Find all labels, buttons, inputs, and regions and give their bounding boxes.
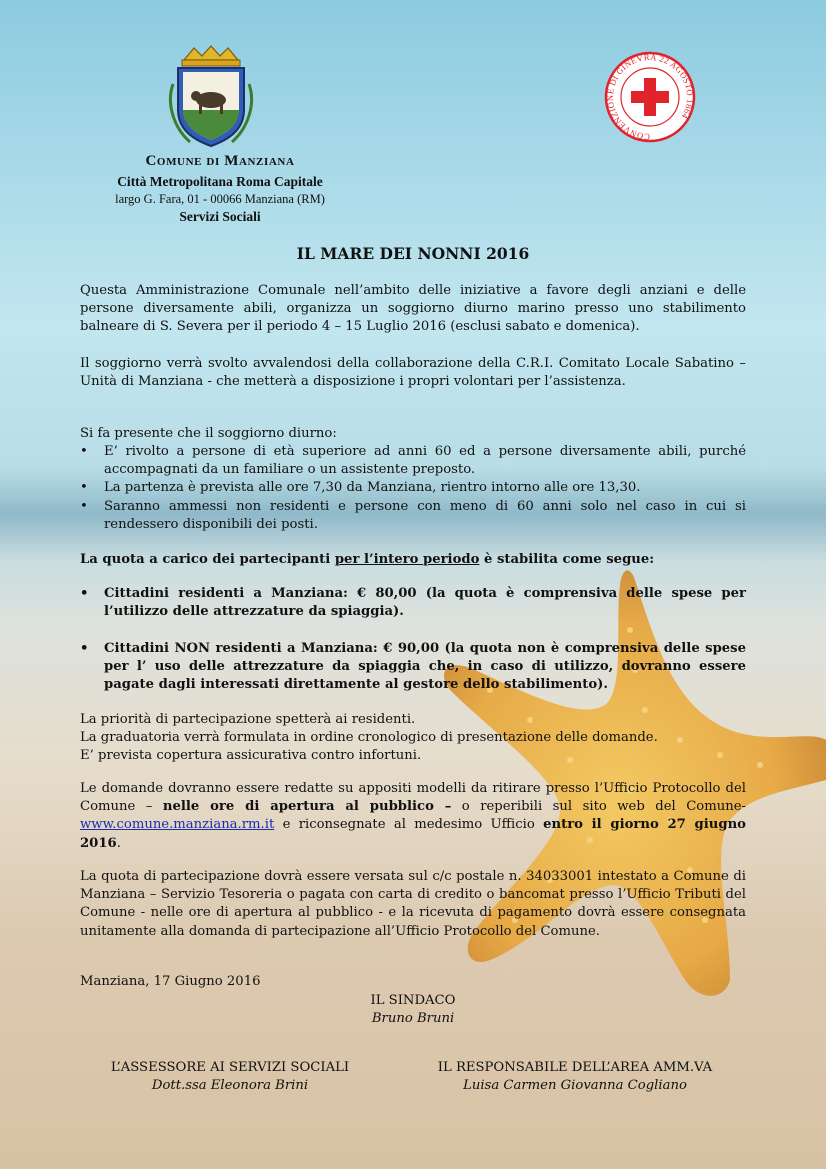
metropolitan-city: Città Metropolitana Roma Capitale bbox=[117, 174, 323, 189]
payment-paragraph: La quota di partecipazione dovrà essere versata sul c/c postale n. 34033001 intestato a Comune di Manziana – Servizio Tesoreria o pagata con carta di credito o bancomat presso l’Ufficio Tributi del Comune - nelle ore di apertura al pubblico - e la ricevuta di pagamento dovrà essere consegnata unitamente alla domanda di partecipazione all’Ufficio Protocollo del Comune. bbox=[80, 869, 746, 939]
applications-paragraph: Le domande dovranno essere redatte su appositi modelli da ritirare presso l’Ufficio Protocollo del Comune – nelle ore di apertura al pubblico – o reperibili sul sito web del Comune- www.comune.manziana.rm.it e riconsegnate al medesimo Ufficio entro il giorno 27 giugno 2016. bbox=[80, 781, 746, 851]
municipal-coat-of-arms-icon bbox=[168, 44, 254, 152]
municipality-name: Comune di Manziana bbox=[145, 153, 295, 169]
mayor-role: IL SINDACO bbox=[370, 993, 456, 1008]
manager-signature bbox=[405, 1059, 745, 1095]
fee-period-underlined: per l’intero periodo bbox=[334, 552, 480, 567]
assessor-role: L’ASSESSORE AI SERVIZI SOCIALI bbox=[110, 1060, 350, 1075]
list-item: • Saranno ammessi non residenti e persone con meno di 60 anni solo nel caso in cui si rendessero disponibili dei posti. bbox=[80, 498, 746, 532]
ranking-line: La graduatoria verrà formulata in ordine cronologico di presentazione delle domande. bbox=[80, 730, 658, 746]
municipality-website-link[interactable]: www.comune.manziana.rm.it bbox=[80, 817, 275, 833]
municipality-address: largo G. Fara, 01 - 00066 Manziana (RM) bbox=[115, 192, 325, 206]
department-name: Servizi Sociali bbox=[179, 209, 261, 224]
fee-lead: La quota a carico dei partecipanti per l’intero periodo è stabilita come segue: bbox=[80, 552, 655, 567]
insurance-line: E’ prevista copertura assicurativa contro infortuni. bbox=[80, 748, 422, 764]
seal-text: CONVENZIONE DI GINEVRA 22 AGOSTO 1864 bbox=[604, 51, 696, 143]
mayor-name: Bruno Bruni bbox=[371, 1011, 455, 1026]
priority-line: La priorità di partecipazione spetterà ai residenti. bbox=[80, 712, 416, 727]
fee-list-nonresidents bbox=[80, 640, 746, 695]
red-cross-seal-icon bbox=[603, 50, 697, 144]
list-item: • La partenza è prevista alle ore 7,30 da Manziana, rientro intorno alle ore 13,30. bbox=[80, 480, 641, 496]
document-title: IL MARE DEI NONNI 2016 bbox=[296, 244, 530, 263]
intro-paragraph: Questa Amministrazione Comunale nell’ambito delle iniziative a favore degli anziani e delle persone diversamente abili, organizza un soggiorno diurno marino presso uno stabilimento balneare di S. Severa per il periodo 4 – 15 Luglio 2016 (esclusi sabato e domenica). bbox=[80, 283, 746, 335]
assessor-name: Dott.ssa Eleonora Brini bbox=[151, 1078, 309, 1093]
manager-name: Luisa Carmen Giovanna Cogliano bbox=[463, 1078, 687, 1093]
cri-paragraph: Il soggiorno verrà svolto avvalendosi della collaborazione della C.R.I. Comitato Locale Sabatino – Unità di Manziana - che metterà a disposizione i propri volontari per l’assistenza. bbox=[80, 356, 746, 390]
fee-list-residents bbox=[80, 585, 746, 621]
manager-role: IL RESPONSABILE DELL’AREA AMM.VA bbox=[437, 1060, 713, 1075]
notes-lead: Si fa presente che il soggiorno diurno: bbox=[80, 426, 337, 441]
notes-list bbox=[80, 443, 746, 534]
mayor-signature bbox=[313, 992, 513, 1028]
list-item: • Cittadini NON residenti a Manziana: € 90,00 (la quota non è comprensiva delle spese per l’ uso delle attrezzature da spiaggia che, in caso di utilizzo, dovranno essere pagate dagli interessati direttamente al gestore dello stabilimento). bbox=[80, 641, 746, 693]
list-item: • E’ rivolto a persone di età superiore ad anni 60 ed a persone diversamente abili, purché accompagnati da un familiare o un assistente preposto. bbox=[80, 444, 746, 478]
date-place: Manziana, 17 Giugno 2016 bbox=[80, 974, 261, 989]
priority-block bbox=[80, 711, 746, 766]
list-item: • Cittadini residenti a Manziana: € 80,00 (la quota è comprensiva delle spese per l’utilizzo delle attrezzature da spiaggia). bbox=[80, 586, 746, 620]
assessor-signature bbox=[80, 1059, 380, 1095]
